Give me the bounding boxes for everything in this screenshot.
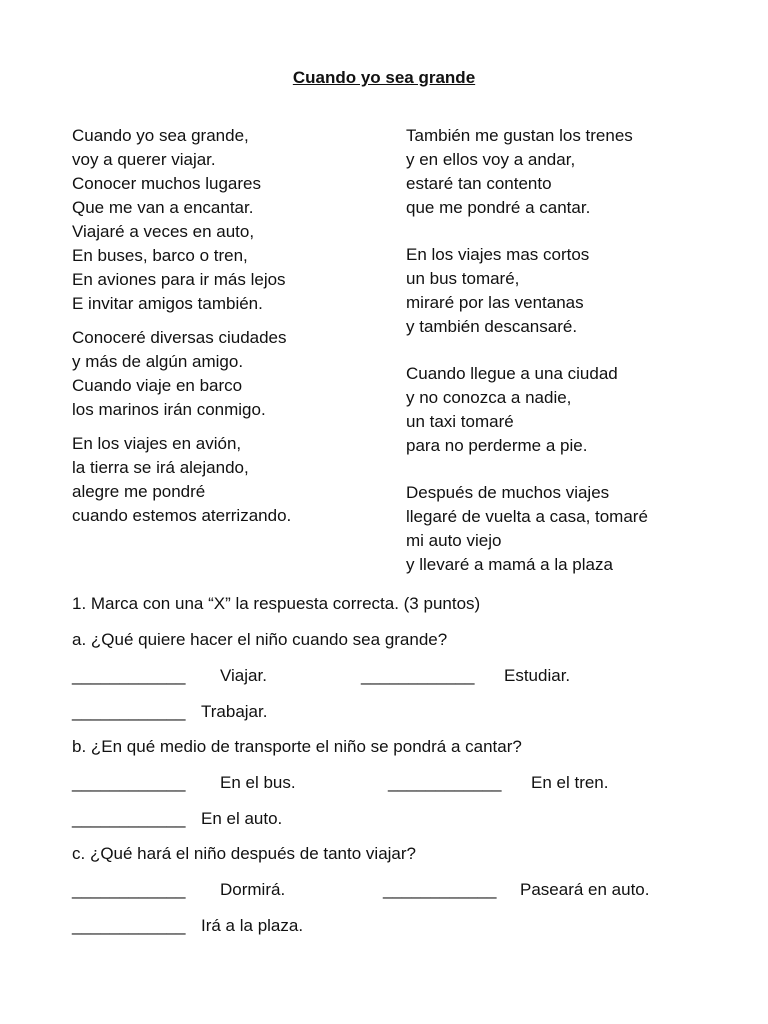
poem-line: En aviones para ir más lejos bbox=[72, 270, 286, 289]
answer-blank[interactable]: ____________ bbox=[72, 916, 186, 935]
answer-blank[interactable]: ____________ bbox=[72, 880, 186, 899]
poem-line: para no perderme a pie. bbox=[406, 436, 588, 455]
poem-line: E invitar amigos también. bbox=[72, 294, 263, 313]
poem-line: estaré tan contento bbox=[406, 174, 552, 193]
poem-line: Viajaré a veces en auto, bbox=[72, 222, 255, 241]
question-b-prompt: b. ¿En qué medio de transporte el niño se pondrá a cantar? bbox=[72, 737, 522, 756]
poem-left-column bbox=[72, 124, 392, 528]
quiz-instruction: 1. Marca con una “X” la respuesta correcta. (3 puntos) bbox=[72, 594, 481, 613]
poem-line: y llevaré a mamá a la plaza bbox=[406, 555, 613, 574]
poem-stanza bbox=[406, 243, 736, 339]
answer-option: En el bus. bbox=[220, 773, 296, 792]
poem-line: y también descansaré. bbox=[406, 317, 578, 336]
poem-stanza bbox=[72, 432, 392, 528]
poem-line: alegre me pondré bbox=[72, 482, 206, 501]
poem-line: En los viajes en avión, bbox=[72, 434, 242, 453]
poem-line: que me pondré a cantar. bbox=[406, 198, 591, 217]
poem-line: Que me van a encantar. bbox=[72, 198, 254, 217]
question-c-row-2 bbox=[72, 916, 712, 940]
question-a-row-1 bbox=[72, 666, 712, 690]
poem-line: miraré por las ventanas bbox=[406, 293, 584, 312]
question-b-row-1 bbox=[72, 773, 712, 797]
poem-line: Cuando viaje en barco bbox=[72, 376, 243, 395]
poem-stanza bbox=[72, 326, 392, 422]
answer-option: Paseará en auto. bbox=[520, 880, 650, 899]
poem-line: un taxi tomaré bbox=[406, 412, 514, 431]
answer-option: En el auto. bbox=[201, 809, 283, 828]
question-c-row-1 bbox=[72, 880, 712, 904]
poem-title: Cuando yo sea grande bbox=[292, 68, 476, 87]
answer-option: Dormirá. bbox=[220, 880, 286, 899]
poem-line: la tierra se irá alejando, bbox=[72, 458, 249, 477]
poem-line: Cuando yo sea grande, bbox=[72, 126, 249, 145]
poem-line: mi auto viejo bbox=[406, 531, 502, 550]
poem-line: Conocer muchos lugares bbox=[72, 174, 261, 193]
poem-line: voy a querer viajar. bbox=[72, 150, 216, 169]
poem-line: los marinos irán conmigo. bbox=[72, 400, 266, 419]
question-c-prompt: c. ¿Qué hará el niño después de tanto viajar? bbox=[72, 844, 416, 863]
poem-line: y no conozca a nadie, bbox=[406, 388, 572, 407]
answer-blank[interactable]: ____________ bbox=[72, 666, 186, 685]
answer-blank[interactable]: ____________ bbox=[72, 773, 186, 792]
answer-option: Trabajar. bbox=[201, 702, 268, 721]
poem-line: llegaré de vuelta a casa, tomaré bbox=[406, 507, 648, 526]
poem-stanza bbox=[406, 362, 736, 458]
answer-blank[interactable]: ____________ bbox=[383, 880, 497, 899]
answer-blank[interactable]: ____________ bbox=[72, 809, 186, 828]
question-a-row-2 bbox=[72, 702, 712, 726]
poem-right-column bbox=[406, 124, 736, 577]
answer-blank[interactable]: ____________ bbox=[361, 666, 475, 685]
answer-option: En el tren. bbox=[531, 773, 609, 792]
poem-line: Conoceré diversas ciudades bbox=[72, 328, 287, 347]
answer-option: Estudiar. bbox=[504, 666, 571, 685]
poem-stanza bbox=[406, 481, 736, 577]
poem-line: También me gustan los trenes bbox=[406, 126, 633, 145]
poem-line: En los viajes mas cortos bbox=[406, 245, 590, 264]
poem-line: cuando estemos aterrizando. bbox=[72, 506, 292, 525]
poem-line: En buses, barco o tren, bbox=[72, 246, 248, 265]
answer-blank[interactable]: ____________ bbox=[388, 773, 502, 792]
poem-line: Cuando llegue a una ciudad bbox=[406, 364, 618, 383]
poem-stanza bbox=[72, 124, 392, 316]
answer-option: Viajar. bbox=[220, 666, 267, 685]
question-b-row-2 bbox=[72, 809, 712, 833]
poem-line: Después de muchos viajes bbox=[406, 483, 610, 502]
poem-line: y en ellos voy a andar, bbox=[406, 150, 576, 169]
poem-stanza bbox=[406, 124, 736, 220]
poem-line: y más de algún amigo. bbox=[72, 352, 244, 371]
poem-line: un bus tomaré, bbox=[406, 269, 520, 288]
answer-option: Irá a la plaza. bbox=[201, 916, 304, 935]
answer-blank[interactable]: ____________ bbox=[72, 702, 186, 721]
question-a-prompt: a. ¿Qué quiere hacer el niño cuando sea grande? bbox=[72, 630, 448, 649]
